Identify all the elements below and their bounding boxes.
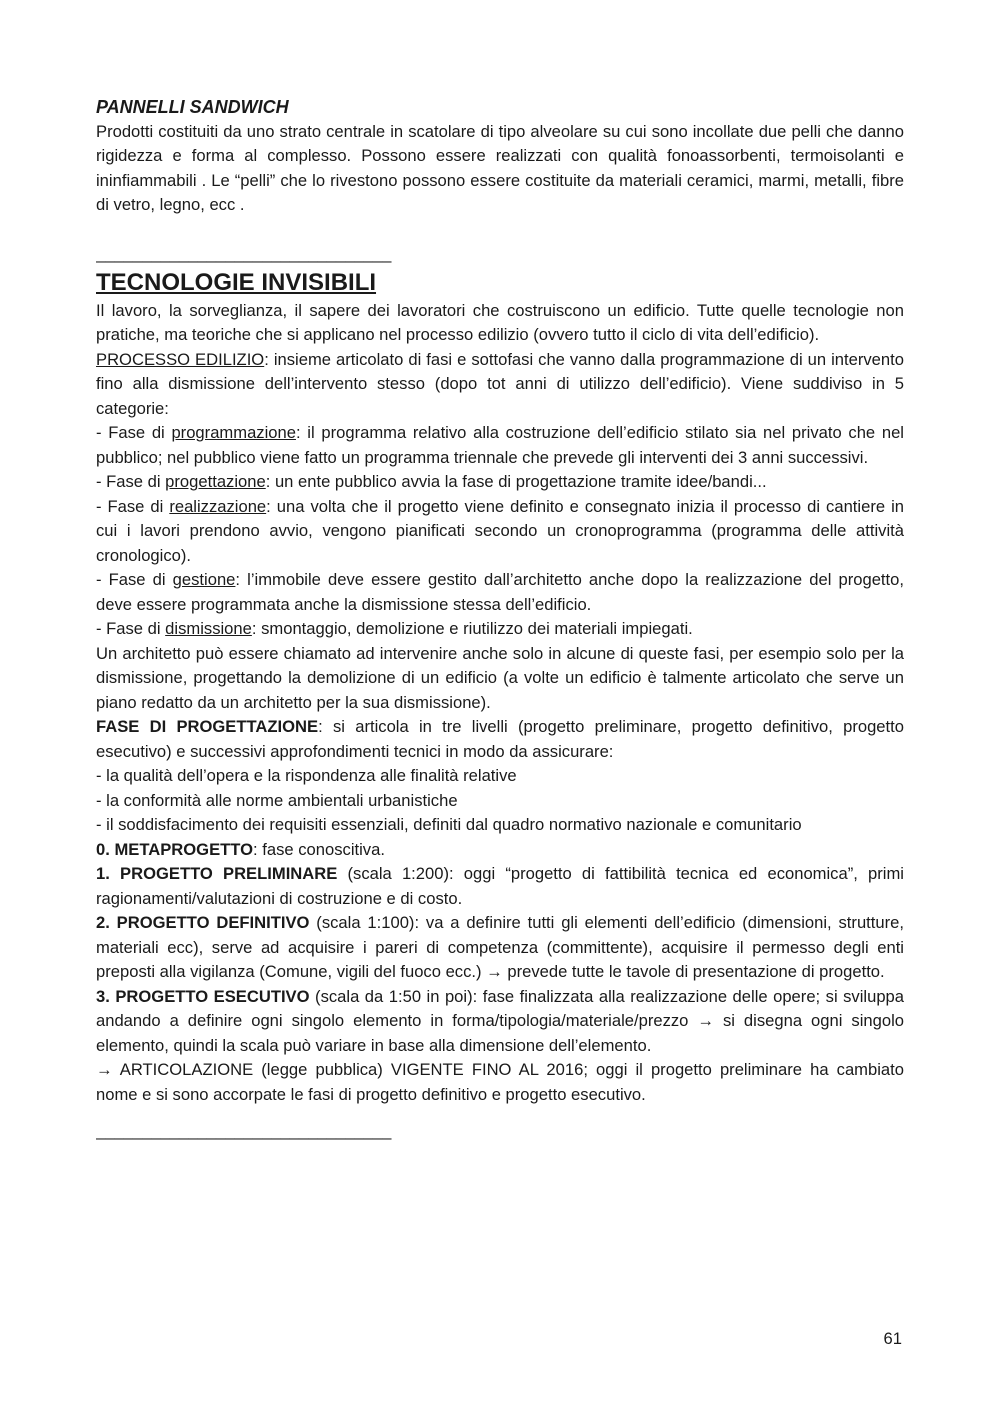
separator-line: ________________________________: [96, 244, 392, 263]
fase-label: dismissione: [165, 619, 252, 638]
architetto-paragraph: Un architetto può essere chiamato ad intervenire anche solo in alcune di queste fasi, per esempio solo per la dismissione, progettando la demolizione di un edificio (a volte un edificio è talmente articolato che serve un piano redatto da un architetto per la sua dismissione).: [96, 643, 904, 712]
fase-progettazione-paragraph: [96, 715, 904, 764]
intro-paragraph: Il lavoro, la sorveglianza, il sapere dei lavoratori che costruiscono un edificio. Tutte quelle tecnologie non pratiche, ma teoriche che si applicano nel processo edilizio (ovvero tutto il ciclo di vita dell’edificio).: [96, 300, 904, 344]
requisito-item: - il soddisfacimento dei requisiti essenziali, definiti dal quadro normativo nazionale e comunitario: [96, 815, 802, 834]
livello-label: 0. METAPROGETTO: [96, 839, 254, 859]
fase-text: : un ente pubblico avvia la fase di progettazione tramite idee/bandi...: [265, 472, 767, 491]
livello-label: 1. PROGETTO PRELIMINARE: [96, 864, 338, 883]
spacer: [96, 218, 904, 243]
fase-item: [96, 495, 904, 569]
fase-progettazione-text: : si articola in tre livelli (progetto preliminare, progetto definitivo, progetto esecutivo) e successivi approfondimenti tecnici in modo da assicurare:: [96, 717, 904, 761]
separator-line: ________________________________: [96, 1121, 392, 1140]
livello-text: (scala da 1:50 in poi): fase finalizzata alla realizzazione delle opere; si sviluppa andando a definire ogni singolo elemento in forma/tipologia/materiale/prezzo → si disegna ogni singolo elemento, quindi la scala può variare in base alla dimensione dell’elemento.: [96, 986, 905, 1055]
fase-prefix: - Fase di: [96, 619, 166, 638]
section-body-pannelli-sandwich: Prodotti costituiti da uno strato centrale in scatolare di tipo alveolare su cui sono incollate due pelli che danno rigidezza e forma al complesso. Possono essere realizzati con qualità fonoassorbenti, termoisolanti e ininfiammabili . Le “pelli” che lo rivestono possono essere costituite da materiali ceramici, marmi, metalli, fibre di vetro, legno, ecc .: [96, 121, 904, 214]
livello-text: (scala 1:100): va a definire tutti gli elementi dell’edificio (dimensioni, strutture, materiali ecc), serve ad acquisire i pareri di competenza (committente), acquisire il permesso degli enti preposti alla vigilanza (Comune, vigili del fuoco ecc.) → prevede tutte le tavole di presentazione di progetto.: [96, 913, 904, 981]
requisito-item: - la conformità alle norme ambientali urbanistiche: [96, 790, 458, 810]
fase-label: programmazione: [171, 423, 296, 442]
document-page: [96, 95, 904, 1144]
fase-text: : il programma relativo alla costruzione dell’edificio stilato sia nel privato che nel pubblico; nel pubblico viene fatto un programma triennale che prevede gli interventi dei 3 anni successivi.: [96, 423, 904, 467]
livello-text: (scala 1:200): oggi “progetto di fattibilità tecnica ed economica”, primi ragionamenti/valutazioni di costruzione e di costo.: [96, 864, 904, 908]
fase-item: [96, 470, 904, 495]
livello-label: 3. PROGETTO ESECUTIVO: [96, 986, 310, 1006]
requisito-item: - la qualità dell’opera e la rispondenza alle finalità relative: [96, 766, 517, 785]
processo-edilizio-label: PROCESSO EDILIZIO: [96, 349, 265, 369]
livello-item: [96, 911, 904, 985]
articolazione-paragraph: → ARTICOLAZIONE (legge pubblica) VIGENTE FINO AL 2016; oggi il progetto preliminare ha cambiato nome e si sono accorpate le fasi di progetto definitivo e progetto esecutivo.: [96, 1060, 904, 1104]
spacer: [96, 1107, 904, 1119]
fase-text: : smontaggio, demolizione e riutilizzo dei materiali impiegati.: [251, 619, 693, 638]
section-title-tecnologie-invisibili: TECNOLOGIE INVISIBILI: [96, 268, 377, 296]
processo-edilizio-text: : insieme articolato di fasi e sottofasi che vanno dalla programmazione di un intervento fino alla dismissione dell’intervento stesso (dopo tot anni di utilizzo dell’edificio). Viene suddiviso in 5 categorie:: [96, 349, 904, 418]
fase-item: [96, 617, 904, 642]
fase-prefix: - Fase di: [96, 472, 166, 491]
fase-text: : una volta che il progetto viene definito e consegnato inizia il processo di cantiere in cui i lavori prendono avvio, vengono pianificati secondo un cronoprogramma (programma delle attività cronologico).: [96, 496, 904, 565]
fase-progettazione-label: FASE DI PROGETTAZIONE: [96, 717, 319, 736]
livello-item: [96, 838, 904, 863]
livello-item: [96, 862, 904, 911]
fase-item: [96, 568, 904, 617]
livello-item: [96, 985, 904, 1059]
fase-label: realizzazione: [169, 496, 267, 516]
livello-label: 2. PROGETTO DEFINITIVO: [96, 913, 310, 932]
fase-prefix: - Fase di: [96, 570, 173, 589]
livello-text: : fase conoscitiva.: [253, 839, 385, 859]
page-number: 61: [883, 1329, 902, 1348]
fase-prefix: - Fase di: [96, 423, 172, 442]
processo-edilizio-paragraph: [96, 348, 904, 422]
fase-label: gestione: [172, 570, 236, 589]
fase-prefix: - Fase di: [96, 496, 170, 516]
section-title-pannelli-sandwich: PANNELLI SANDWICH: [96, 97, 289, 117]
fase-label: progettazione: [165, 472, 266, 491]
fase-item: [96, 421, 904, 470]
fase-text: : l’immobile deve essere gestito dall’architetto anche dopo la realizzazione del progetto, deve essere programmata anche la dismissione stessa dell’edificio.: [96, 570, 904, 614]
